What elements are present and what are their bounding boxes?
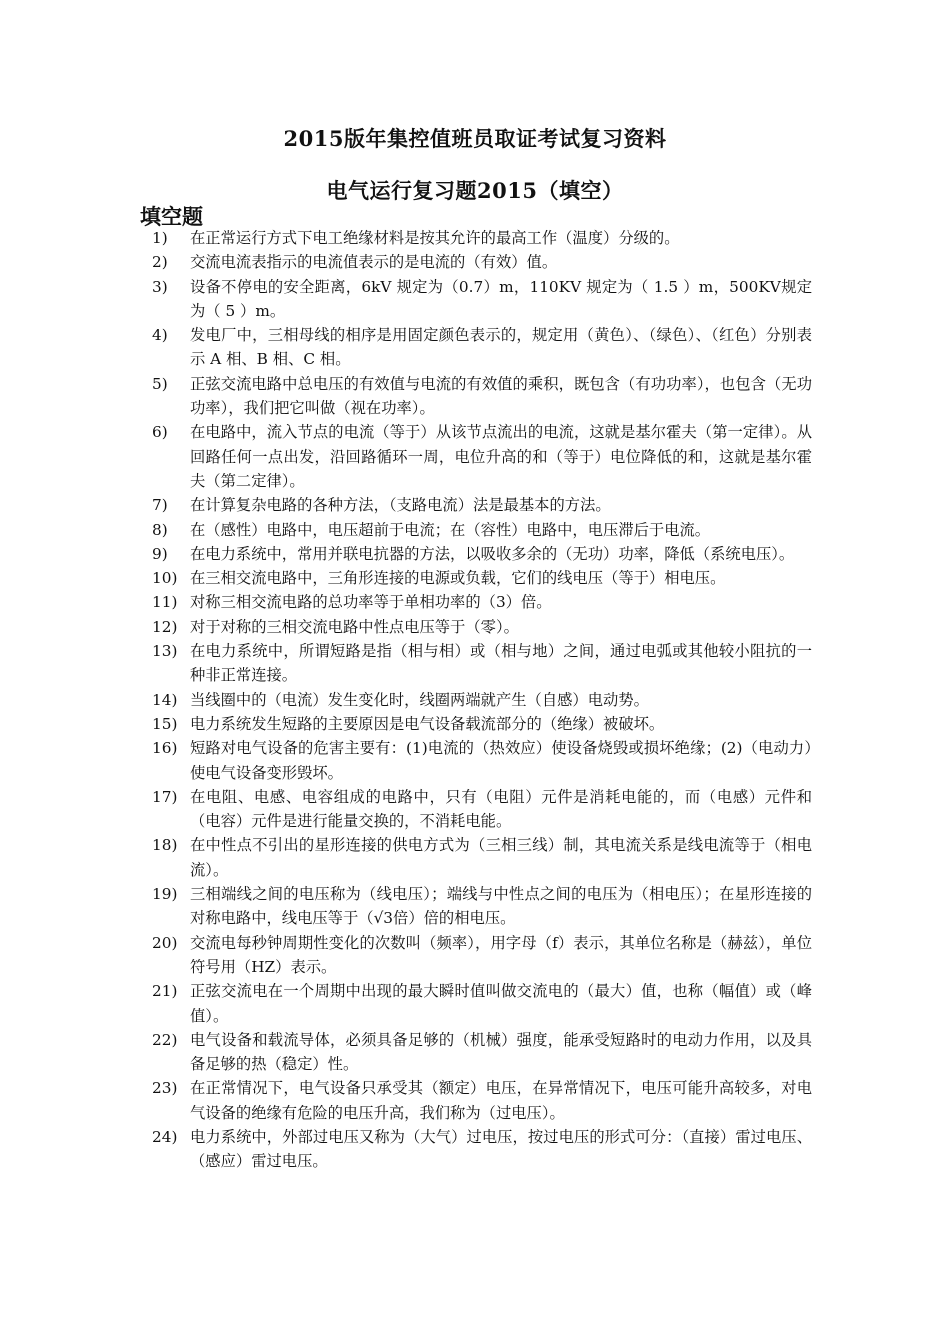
item-text: 在正常情况下，电气设备只承受其（额定）电压，在异常情况下，电压可能升高较多，对电气设备的绝缘有危险的电压升高，我们称为（过电压）。 xyxy=(190,1079,812,1122)
list-item xyxy=(152,639,812,688)
list-item xyxy=(152,882,812,931)
list-item xyxy=(152,323,812,372)
list-item xyxy=(152,1028,812,1077)
item-number: 5) xyxy=(152,374,168,393)
item-text: 当线圈中的（电流）发生变化时，线圈两端就产生（自感）电动势。 xyxy=(190,690,649,709)
item-text: 电力系统中，外部过电压又称为（大气）过电压，按过电压的形式可分：（直接）雷过电压、（感应）雷过电压。 xyxy=(190,1127,812,1171)
list-item xyxy=(152,979,812,1028)
item-number: 20) xyxy=(152,933,178,952)
item-text: 在电路中，流入节点的电流（等于）从该节点流出的电流，这就是基尔霍夫（第一定律）。从回路任何一点出发，沿回路循环一周，电位升高的和（等于）电位降低的和，这就是基尔霍夫（第二定律）。 xyxy=(190,423,812,490)
item-text: 在电阻、电感、电容组成的电路中，只有（电阻）元件是消耗电能的，而（电感）元件和（电容）元件是进行能量交换的，不消耗电能。 xyxy=(190,787,812,831)
item-number: 8) xyxy=(152,520,168,539)
list-item xyxy=(152,542,812,566)
item-text: 在三相交流电路中，三角形连接的电源或负载，它们的线电压（等于）相电压。 xyxy=(190,569,726,588)
item-text: 交流电每秒钟周期性变化的次数叫（频率），用字母（f）表示，其单位名称是（赫兹），单位符号用（HZ）表示。 xyxy=(190,933,812,976)
list-item xyxy=(152,712,812,736)
item-text: 在中性点不引出的星形连接的供电方式为（三相三线）制，其电流关系是线电流等于（相电流）。 xyxy=(190,836,812,879)
item-number: 3) xyxy=(152,277,168,296)
item-text: 电气设备和载流导体，必须具备足够的（机械）强度，能承受短路时的电动力作用，以及具备足够的热（稳定）性。 xyxy=(190,1030,812,1074)
item-text: 三相端线之间的电压称为（线电压）；端线与中性点之间的电压为（相电压）；在星形连接的对称电路中，线电压等于（√3倍）倍的相电压。 xyxy=(190,885,812,928)
item-text: 在（感性）电路中，电压超前于电流；在（容性）电路中，电压滞后于电流。 xyxy=(190,520,711,539)
item-number: 7) xyxy=(152,496,168,515)
item-number: 22) xyxy=(152,1030,178,1049)
item-text: 在计算复杂电路的各种方法，（支路电流）法是最基本的方法。 xyxy=(190,496,611,515)
item-text: 在电力系统中，常用并联电抗器的方法，以吸收多余的（无功）功率，降低（系统电压）。 xyxy=(190,544,795,563)
list-item xyxy=(152,226,812,250)
item-number: 12) xyxy=(152,617,178,636)
item-number: 18) xyxy=(152,836,178,855)
list-item xyxy=(152,1076,812,1125)
item-text: 发电厂中，三相母线的相序是用固定颜色表示的，规定用（黄色）、（绿色）、（红色）分别表示 A 相、B 相、C 相。 xyxy=(190,326,812,369)
item-text: 交流电流表指示的电流值表示的是电流的（有效）值。 xyxy=(190,253,558,272)
list-item xyxy=(152,833,812,882)
item-number: 10) xyxy=(152,569,178,588)
item-number: 17) xyxy=(152,787,178,806)
item-text: 在电力系统中，所谓短路是指（相与相）或（相与地）之间，通过电弧或其他较小阻抗的一种非正常连接。 xyxy=(190,642,812,685)
list-item xyxy=(152,372,812,421)
item-number: 2) xyxy=(152,253,168,272)
item-number: 1) xyxy=(152,229,168,247)
item-text: 设备不停电的安全距离，6kV 规定为（0.7）m，110KV 规定为（ 1.5 ）m，500KV规定为（ 5 ）m。 xyxy=(190,277,812,320)
item-number: 9) xyxy=(152,544,168,563)
item-text: 正弦交流电路中总电压的有效值与电流的有效值的乘积，既包含（有功功率），也包含（无功功率），我们把它叫做（视在功率）。 xyxy=(190,374,812,418)
item-text: 短路对电气设备的危害主要有：(1)电流的（热效应）使设备烧毁或损坏绝缘；(2)（电动力）使电气设备变形毁坏。 xyxy=(190,739,812,782)
document-title: 2015版年集控值班员取证考试复习资料 xyxy=(283,126,667,151)
item-number: 15) xyxy=(152,714,178,733)
item-text: 正弦交流电在一个周期中出现的最大瞬时值叫做交流电的（最大）值，也称（幅值）或（峰值）。 xyxy=(190,982,812,1025)
list-item xyxy=(152,615,812,639)
item-number: 11) xyxy=(152,593,178,612)
item-text: 在正常运行方式下电工绝缘材料是按其允许的最高工作（温度）分级的。 xyxy=(190,229,680,247)
list-item xyxy=(152,420,812,493)
list-item xyxy=(152,1125,812,1174)
question-list xyxy=(152,226,812,1174)
list-item xyxy=(152,493,812,517)
list-item xyxy=(152,518,812,542)
item-number: 6) xyxy=(152,423,168,442)
item-number: 21) xyxy=(152,982,178,1001)
list-item xyxy=(152,688,812,712)
list-item xyxy=(152,566,812,590)
item-text: 对称三相交流电路的总功率等于单相功率的（3）倍。 xyxy=(190,593,552,612)
document-subtitle: 电气运行复习题2015（填空） xyxy=(326,178,624,203)
list-item xyxy=(152,275,812,324)
list-item xyxy=(152,931,812,980)
item-text: 电力系统发生短路的主要原因是电气设备载流部分的（绝缘）被破坏。 xyxy=(190,714,665,733)
section-heading: 填空题 xyxy=(140,204,203,229)
list-item xyxy=(152,590,812,614)
list-item xyxy=(152,785,812,834)
list-item xyxy=(152,736,812,785)
item-number: 13) xyxy=(152,642,178,661)
item-number: 14) xyxy=(152,690,178,709)
item-number: 23) xyxy=(152,1079,178,1098)
item-number: 19) xyxy=(152,885,178,904)
item-number: 24) xyxy=(152,1127,178,1146)
list-item xyxy=(152,250,812,274)
item-number: 4) xyxy=(152,326,168,345)
item-text: 对于对称的三相交流电路中性点电压等于（零）。 xyxy=(190,617,519,636)
item-number: 16) xyxy=(152,739,178,758)
